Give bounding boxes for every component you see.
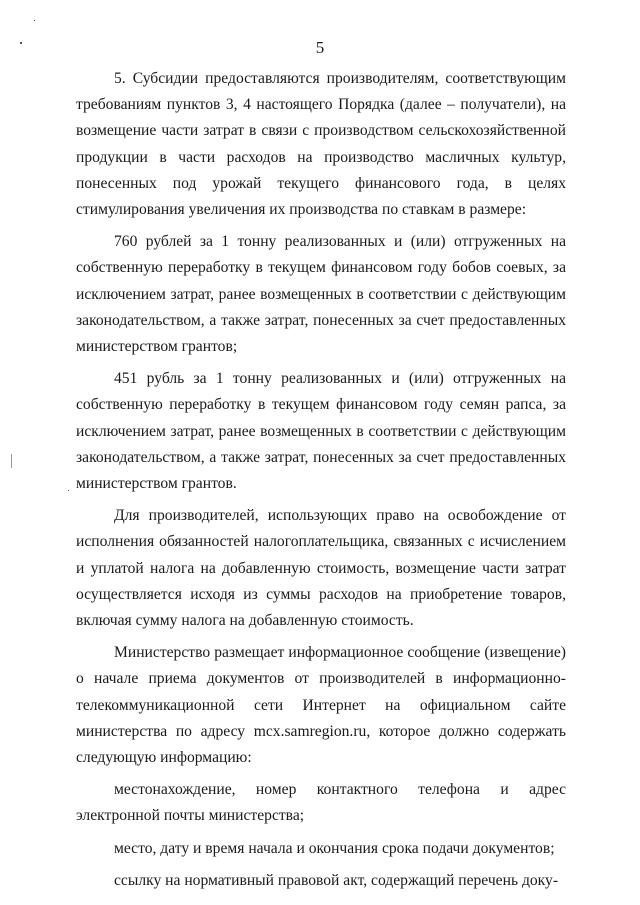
document-body — [76, 66, 566, 894]
list-item-location: местонахождение, номер контактного телефона и адрес электронной почты министерства; — [76, 781, 566, 825]
page-number: 5 — [315, 38, 325, 57]
paragraph-vat-exempt: Для производителей, использующих право на освобождение от исполнения обязанностей налогоплательщика, связанных с исчислением и уплатой налога на добавленную стоимость, возмещение части затрат осуществляется исходя из суммы расходов на приобретение товаров, включая сумму налога на добавленную стоимость. — [76, 507, 566, 630]
paragraph-ministry-notice: Министерство размещает информационное сообщение (извещение) о начале приема документов от производителей в информационно-телекоммуникационной сети Интернет на официальном сайте министерства по адресу mcx.samregion.ru, которое должно содержать следующую информацию: — [76, 644, 566, 767]
list-item-legal-act: ссылку на нормативный правовой акт, содержащий перечень доку- — [114, 871, 559, 889]
scan-speck — [68, 490, 69, 491]
paragraph-rapeseed-rate: 451 рубль за 1 тонну реализованных и (или) отгруженных на собственную переработку в текущем финансовом году семян рапса, за исключением затрат, ранее возмещенных в соответствии с действующим законодательством, а также затрат, понесенных за счет предоставленных министерством грантов. — [76, 370, 566, 493]
paragraph-soybean-rate: 760 рублей за 1 тонну реализованных и (или) отгруженных на собственную переработку в текущем финансовом году бобов соевых, за исключением затрат, ранее возмещенных в соответствии с действующим законодательством, а также затрат, понесенных за счет предоставленных министерством грантов; — [76, 233, 566, 356]
scan-speck — [34, 20, 35, 21]
paragraph-subsidy-provision: 5. Субсидии предоставляются производителям, соответствующим требованиям пунктов 3, 4 настоящего Порядка (далее – получатели), на возмещение части затрат в связи с производством сельскохозяйственной продукции в части расходов на производство масличных культур, понесенных под урожай текущего финансового года, в целях стимулирования увеличения их производства по ставкам в размере: — [76, 70, 566, 219]
list-item-dates: место, дату и время начала и окончания срока подачи документов; — [114, 839, 555, 857]
scan-edge-mark — [11, 454, 12, 468]
